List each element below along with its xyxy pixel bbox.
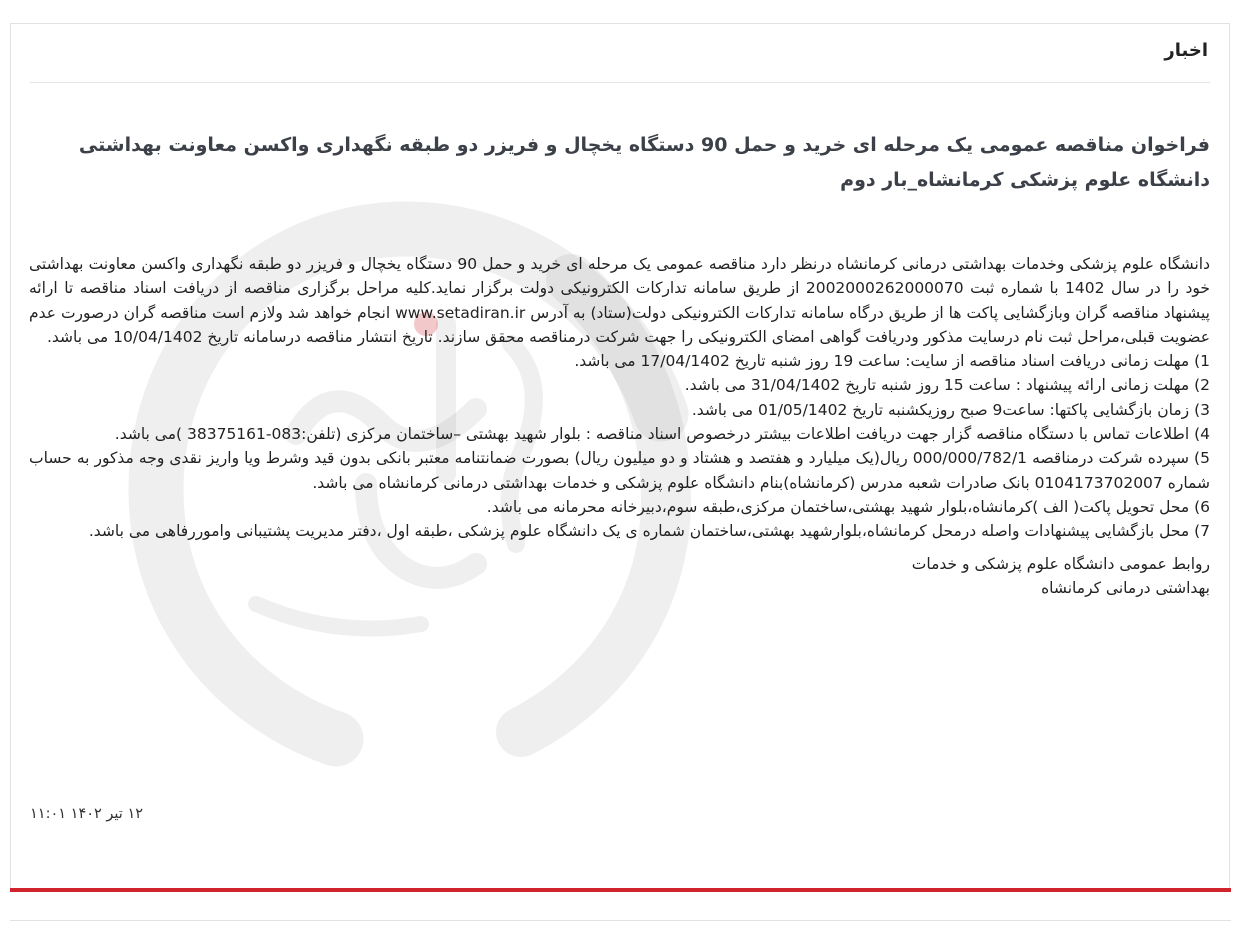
signature-line: روابط عمومی دانشگاه علوم پزشکی و خدمات [911,554,1210,573]
signature-line: بهداشتی درمانی کرمانشاه [1041,578,1210,597]
list-item: 4) اطلاعات تماس با دستگاه مناقصه گزار جهت دریافت اطلاعات بیشتر درخصوص اسناد مناقصه : بلوار شهید بهشتی –ساختمان مرکزی (تلفن:083-38375161 )می باشد. [114,425,1210,444]
list-item: 1) مهلت زمانی دریافت اسناد مناقصه از سایت: ساعت 19 روز شنبه تاریخ 17/04/1402 می باشد. [574,352,1210,371]
list-item: 2) مهلت زمانی ارائه پیشنهاد : ساعت 15 روز شنبه تاریخ 31/04/1402 می باشد. [684,376,1210,395]
article-intro: دانشگاه علوم پزشکی وخدمات بهداشتی درمانی کرمانشاه درنظر دارد مناقصه عمومی یک مرحله ای خرید و حمل 90 دستگاه یخچال و فریزر دو طبقه نگهداری واکسن معاونت بهداشتی خود را در سال 1402 با شماره ثبت 2002000262000070 از طریق سامانه تدارکات الکترونیکی دولت برگزار نماید.کلیه مراحل برگزاری مناقصه از دریافت اسناد مناقصه تا ارائه پیشنهاد مناقصه گران وبازگشایی پاکت ها از طریق درگاه سامانه تدارکات الکترونیکی دولت(ستاد) به آدرس www.setadiran.ir انجام خواهد شد ولازم است مناقصه گران درصورت عدم عضویت قبلی،مراحل ثبت نام درسایت مذکور ودریافت گواهی امضای الکترونیکی را جهت شرکت درمناقصه محقق سازند. تاریخ انتشار مناقصه درسامانه تاریخ 10/04/1402 می باشد. [29,255,1210,346]
list-item: 6) محل تحویل پاکت( الف )کرمانشاه،بلوار شهید بهشتی،ساختمان مرکزی،طبقه سوم،دبیرخانه محرمانه می باشد. [486,497,1210,516]
accent-bar [10,888,1231,892]
article-headline: فراخوان مناقصه عمومی یک مرحله ای خرید و حمل 90 دستگاه یخچال و فریزر دو طبقه نگهداری واکسن معاونت بهداشتی دانشگاه علوم پزشکی کرمانشاه_بار دوم [78,134,1210,191]
article-body [29,252,1210,600]
section-title: اخبار [1164,40,1208,61]
publish-date: ۱۲ تیر ۱۴۰۲ ۱۱:۰۱ [30,806,144,822]
list-item: 7) محل بازگشایی پیشنهادات واصله درمحل کرمانشاه،بلوارشهید بهشتی،ساختمان شماره ی یک دانشگاه علوم پزشکی ،طبقه اول ،دفتر مدیریت پشتیبانی واموررفاهی می باشد. [88,522,1210,541]
news-card [10,23,1230,891]
section-divider [30,82,1210,83]
list-item: 5) سپرده شرکت درمناقصه 000/000/782/1 ریال(یک میلیارد و هفتصد و هشتاد و دو میلیون ریال) بصورت ضمانتنامه معتبر بانکی بدون قید وشرط ویا واریز نقدی وجه مذکور به حساب شماره 0104173702007 بانک صادرات شعبه مدرس (کرمانشاه)بنام دانشگاه علوم پزشکی و خدمات بهداشتی درمانی کرمانشاه می باشد. [29,449,1210,492]
list-item: 3) زمان بازگشایی پاکتها: ساعت9 صبح روزیکشنبه تاریخ 01/05/1402 می باشد. [691,400,1210,419]
